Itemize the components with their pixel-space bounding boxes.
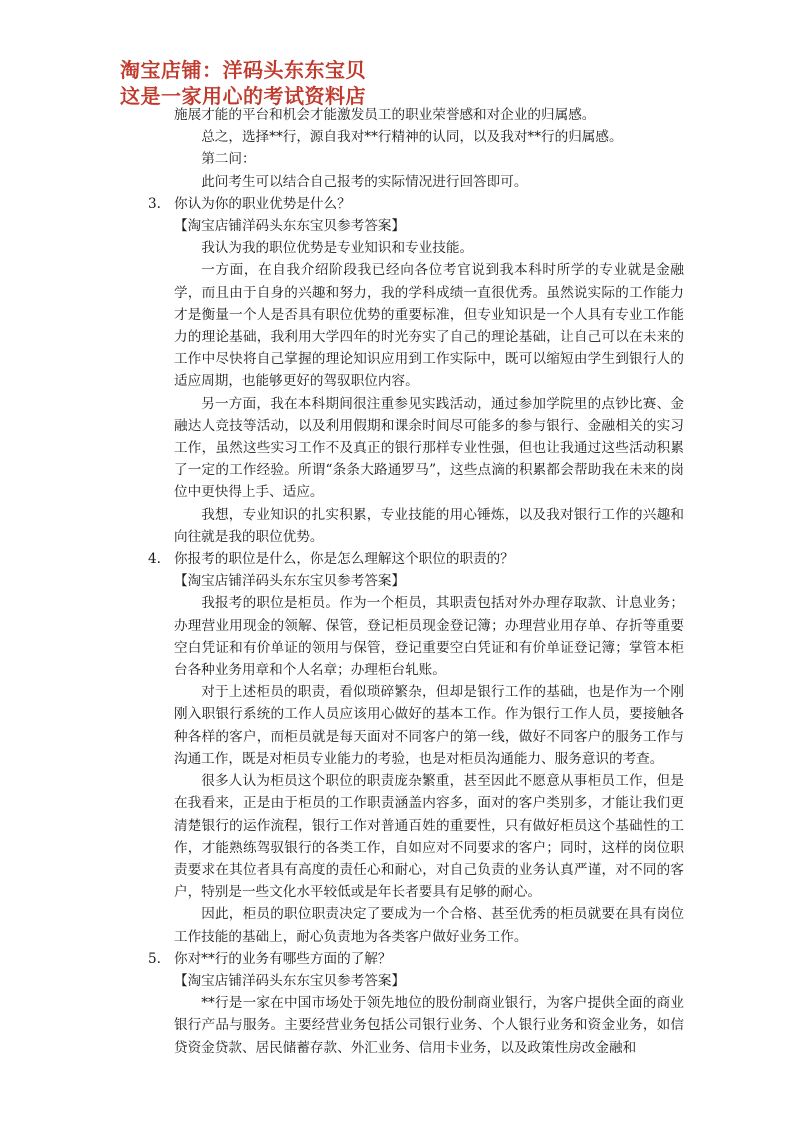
answer-paragraph: 对于上述柜员的职责，看似琐碎繁杂，但却是银行工作的基础，也是作为一个刚刚入职银行系统的工作人员应该用心做好的基本工作。作为银行工作人员，要接触各种各样的客户，而柜员就是每天面对不同客户的第一线，做好不同客户的服务工作与沟通工作，既是对柜员专业能力的考验，也是对柜员沟通能力、服务意识的考查。 xyxy=(174,684,684,767)
watermark-line-1: 淘宝店铺：洋码头东东宝贝 xyxy=(120,58,366,82)
answer-paragraph: 因此，柜员的职位职责决定了要成为一个合格、甚至优秀的柜员就要在具有岗位工作技能的基础上，耐心负责地为各类客户做好业务工作。 xyxy=(174,906,684,945)
answer-paragraph: 我认为我的职位优势是专业知识和专业技能。 xyxy=(201,240,474,257)
question-4 xyxy=(148,548,684,948)
answer-paragraph: 我报考的职位是柜员。作为一个柜员，其职责包括对外办理存取款、计息业务；办理营业用现金的领解、保管，登记柜员现金登记簿；办理营业用存单、存折等重要空白凭证和有价单证的领用与保管，登记重要空白凭证和有价单证登记簿；掌管本柜台各种业务用章和个人名章；办理柜台轧账。 xyxy=(174,595,684,679)
intro-paragraph-2: 总之，选择**行，源自我对**行精神的认同，以及我对**行的归属感。 xyxy=(201,129,623,146)
question-text: 你认为你的职业优势是什么？ xyxy=(174,195,351,212)
answer-paragraph: 很多人认为柜员这个职位的职责庞杂繁重，甚至因此不愿意从事柜员工作，但是在我看来，正是由于柜员的工作职责涵盖内容多，面对的客户类别多，才能让我们更清楚银行的运作流程，银行工作对普通百姓的重要性，只有做好柜员这个基础性的工作，才能熟练驾驭银行的各类工作，自如应对不同要求的客户；同时，这样的岗位职责要求在其位者具有高度的责任心和耐心，对自己负责的业务认真严谨，对不同的客户，特别是一些文化水平较低或是年长者要具有足够的耐心。 xyxy=(174,773,684,901)
watermark-line-2: 这是一家用心的考试资料店 xyxy=(120,84,366,108)
answer-tag: 【淘宝店铺洋码头东东宝贝参考答案】 xyxy=(174,573,406,590)
question-3-heading xyxy=(148,193,684,215)
answer-paragraph: 我想，专业知识的扎实积累，专业技能的用心锤炼，以及我对银行工作的兴趣和向往就是我的职位优势。 xyxy=(174,506,684,545)
question-text: 你报考的职位是什么，你是怎么理解这个职位的职责的？ xyxy=(174,551,514,568)
question-5-heading xyxy=(148,948,684,970)
question-number: 4. xyxy=(148,551,161,568)
question-text: 你对**行的业务有哪些方面的了解？ xyxy=(174,950,392,967)
answer-paragraph: 另一方面，我在本科期间很注重参见实践活动，通过参加学院里的点钞比赛、金融达人竞技等活动，以及利用假期和课余时间尽可能多的参与银行、金融相关的实习工作，虽然这些实习工作不及真正的银行那样专业性强，但也让我通过这些活动积累了一定的工作经验。所谓“条条大路通罗马”，这些点滴的积累都会帮助我在未来的岗位中更快得上手、适应。 xyxy=(174,395,684,501)
question-4-heading xyxy=(148,548,684,570)
answer-paragraph: **行是一家在中国市场处于领先地位的股份制商业银行，为客户提供全面的商业银行产品与服务。主要经营业务包括公司银行业务、个人银行业务和资金业务，如信贷资金贷款、居民储蓄存款、外汇业务、信用卡业务，以及政策性房改金融和 xyxy=(174,995,684,1056)
intro-paragraph-1: 施展才能的平台和机会才能激发员工的职业荣誉感和对企业的归属感。 xyxy=(174,107,596,123)
question-5 xyxy=(148,948,684,1059)
intro-paragraph-3: 第二问： xyxy=(201,151,256,168)
question-3 xyxy=(148,193,684,548)
question-number: 3. xyxy=(148,195,161,212)
answer-tag: 【淘宝店铺洋码头东东宝贝参考答案】 xyxy=(174,218,406,235)
shop-watermark xyxy=(120,57,366,109)
answer-tag: 【淘宝店铺洋码头东东宝贝参考答案】 xyxy=(174,972,406,989)
question-number: 5. xyxy=(148,950,161,967)
intro-paragraph-4: 此问考生可以结合自己报考的实际情况进行回答即可。 xyxy=(201,173,528,190)
answer-paragraph: 一方面，在自我介绍阶段我已经向各位考官说到我本科时所学的专业就是金融学，而且由于自身的兴趣和努力，我的学科成绩一直很优秀。虽然说实际的工作能力才是衡量一个人是否具有职位优势的重要标准，但专业知识是一个人具有专业工作能力的理论基础，我利用大学四年的时光夯实了自己的理论基础，让自己可以在未来的工作中尽快将自己掌握的理论知识应用到工作实际中，既可以缩短由学生到银行人的适应周期，也能够更好的驾驭职位内容。 xyxy=(174,262,684,390)
document-body xyxy=(148,104,684,1059)
